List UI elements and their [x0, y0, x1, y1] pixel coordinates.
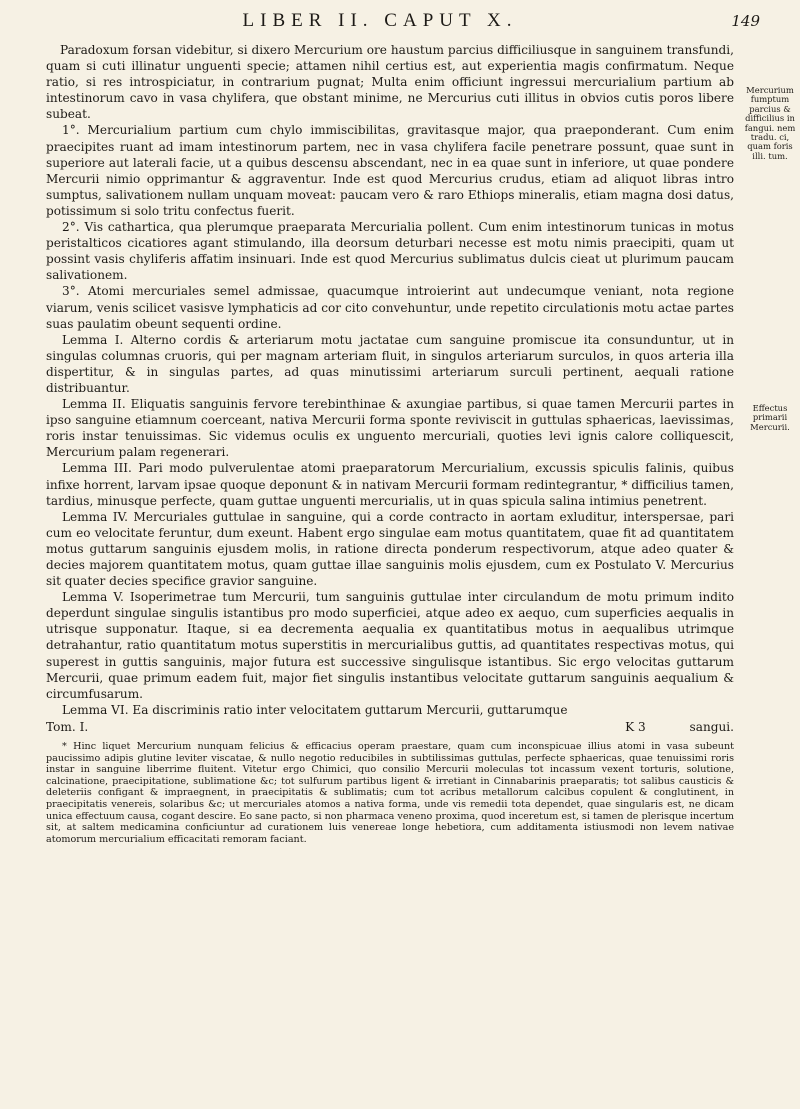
catchword: sangui.	[689, 719, 734, 734]
paragraph-lemma-6: Lemma VI. Ea discriminis ratio inter velocitatem guttarum Mercurii, guttarumque	[62, 702, 568, 717]
signature-mark: K 3	[625, 719, 646, 734]
signature-volume: Tom. I.	[46, 719, 89, 734]
paragraph-lemma-4: Lemma IV. Mercuriales guttulae in sanguine, qui a corde contracto in aortam exluditur, interspersae, pari cum eo velocitate feruntur, dum exeunt. Habent ergo singulae eam motus quantitatem, quae fit ad quantitatem motus guttarum sanguinis ejusdem molis, in ratione directa ponderum respectivorum, atque adeo quater & decies majorem quantitatem motus, quam guttae illae sanguinis molis ejusdem, cum ex Postulato V. Mercurius sit quater decies specifice gravior sanguine.	[46, 509, 734, 589]
paragraph-point-3: 3°. Atomi mercuriales semel admissae, quacumque introierint aut undecumque veniant, nota regione viarum, venis scilicet vasisve lymphaticis ad cor cito convehuntur, unde repetito circulationis motu actae partes suas paulatim obeunt sequenti ordine.	[46, 284, 734, 331]
paragraph-lemma-3: Lemma III. Pari modo pulverulentae atomi praeparatorum Mercurialium, excussis spiculis falinis, quibus infixe horrent, larvam ipsae quoque deponunt & in nativam Mercurii formam redintegrantur, * difficilius tamen, tardius, minusque perfecte, quam guttae unguenti mercurialis, ut in quas spicula salina intimius penetrent.	[46, 461, 734, 508]
main-text-block	[46, 42, 734, 845]
margin-note-effectus: Effectus primarii Mercurii.	[750, 403, 790, 432]
paragraph-lemma-2: Lemma II. Eliquatis sanguinis fervore terebinthinae & axungiae partibus, si quae tamen Mercurii partes in ipso sanguine etiamnum coerceant, nativa Mercurii forma sponte reviviscit in guttulas sphaericas, laevissimas, roris instar tenuissimas. Sic videmus oculis ex unguento mercuriali, quoties levi ignis calore colliquescit, Mercurium palam regenerari.	[46, 397, 734, 460]
paragraph-point-1: 1°. Mercurialium partium cum chylo immiscibilitas, gravitasque major, qua praeponderant. Cum enim praecipites ruant ad imam intestinorum partem, nec in vasa chylifera facile penetrare possunt, quae sunt in superiore aut laterali facie, ut a quibus descensu abscendant, nec in ea quae sunt in inferiore, ut quae pondere Mercurii nimio opprimantur & aggraventur. Inde est quod Mercurius crudus, etiam ad aliquot libras intro sumptus, salivationem nullam unquam moveat: paucam vero & raro Ethiops mineralis, etiam magna dosi datus, potissimum si solo tritu confectus fuerit.	[46, 123, 734, 218]
paragraph-point-2: 2°. Vis cathartica, qua plerumque praeparata Mercurialia pollent. Cum enim intestinorum tunicas in motus peristalticos cicatiores agant stimulando, illa deorsum deturbari necesse est motu nimis praecipiti, quam ut possint vasis chyliferis affatim insinuari. Inde est quod Mercurius sublimatus dulcis cieat ut plurimum paucam salivationem.	[46, 220, 734, 283]
running-head	[40, 10, 760, 38]
footnote	[46, 741, 734, 845]
running-title: LIBER II. CAPUT X.	[242, 10, 518, 31]
margin-note-mercurium: Mercurium fumptum parcius & difficilius in fangui. nem tradu. ci, quam foris illi. tum.	[744, 85, 796, 161]
page-number: 149	[731, 12, 760, 30]
paragraph-lemma-1: Lemma I. Alterno cordis & arteriarum motu jactatae cum sanguine promiscue ita consunduntur, ut in singulas columnas cruoris, qui per magnam arteriam fluit, in singulos arteriarum surculos, in quos arteria illa dispertitur, & in singulas partes, ad quas minutissimi arteriarum surculi pertinent, aequali ratione distribuantur.	[46, 332, 734, 395]
signature-line	[46, 719, 734, 735]
paragraph-lemma-5: Lemma V. Isoperimetrae tum Mercurii, tum sanguinis guttulae inter circulandum de motu primum indito deperdunt singulae singulis istantibus pro modo superficiei, atque adeo ex aequo, cum superficies aequalis in utrisque supponatur. Itaque, si ea decrementa aequalia ex quantitatibus motus in aequalibus utrimque detrahantur, ratio quantitatum motus superstitis in mercurialibus guttis, ad quantitates respectivas motus, qui superest in guttis sanguinis, major futura est successive singulisque istantibus. Sic ergo velocitas guttarum Mercurii, quae primum eadem fuit, major fiet singulis instantibus velocitate guttarum sanguinis aequalium & circumfusarum.	[46, 590, 734, 701]
footnote-text: * Hinc liquet Mercurium nunquam felicius & efficacius operam praestare, quam cum inconspicuae illius atomi in vasa subeunt paucissimo adipis glutine leviter viscatae, & nullo negotio reducibiles in subtilissimas guttulas, perfecte sphaericas, quae tenuissimi roris instar in sanguine liberrime fluitent. Vitetur ergo Chimici, quo consilio Mercurii moleculas tot incassum vexent torturis, solutione, calcinatione, praecipitatione, sublimatione &c; tot sulfurum partibus ligent & irretiant in Cinnabarinis praeparatis; tot salibus causticis & deleteriis configant & impraegnent, in praecipitatis & sublimatis; cum tot acribus metallorum calcibus copulent & conglutinent, in praecipitatis venereis, solaribus &c; ut mercuriales atomos a nativa forma, unde vis remedii tota dependet, quae singularis est, ne dicam unica effectuum causa, cogant descire. Eo sane pacto, si non pharmaca veneno proxima, quod inceretum est, si tamen de plerisque incertum sit, at saltem medicamina conficiuntur ad curationem luis venereae longe hebetiora, cum additamenta istiusmodi non levem nativae atomorum mercurialium efficacitati remoram faciant.	[46, 741, 734, 845]
paragraph-intro: Paradoxum forsan videbitur, si dixero Mercurium ore haustum parcius difficiliusque in sanguinem transfundi, quam si cuti illinatur unguenti specie; attamen nihil certius est, aut experientia magis confirmatum. Neque ratio, si res introspiciatur, in contrarium pugnat; Multa enim officiunt ingressui mercurialium partium ab intestinorum cavo in vasa chylifera, que obstant minime, ne Mercurius cuti illitus in obvios cutis poros libere subeat.	[46, 43, 734, 122]
